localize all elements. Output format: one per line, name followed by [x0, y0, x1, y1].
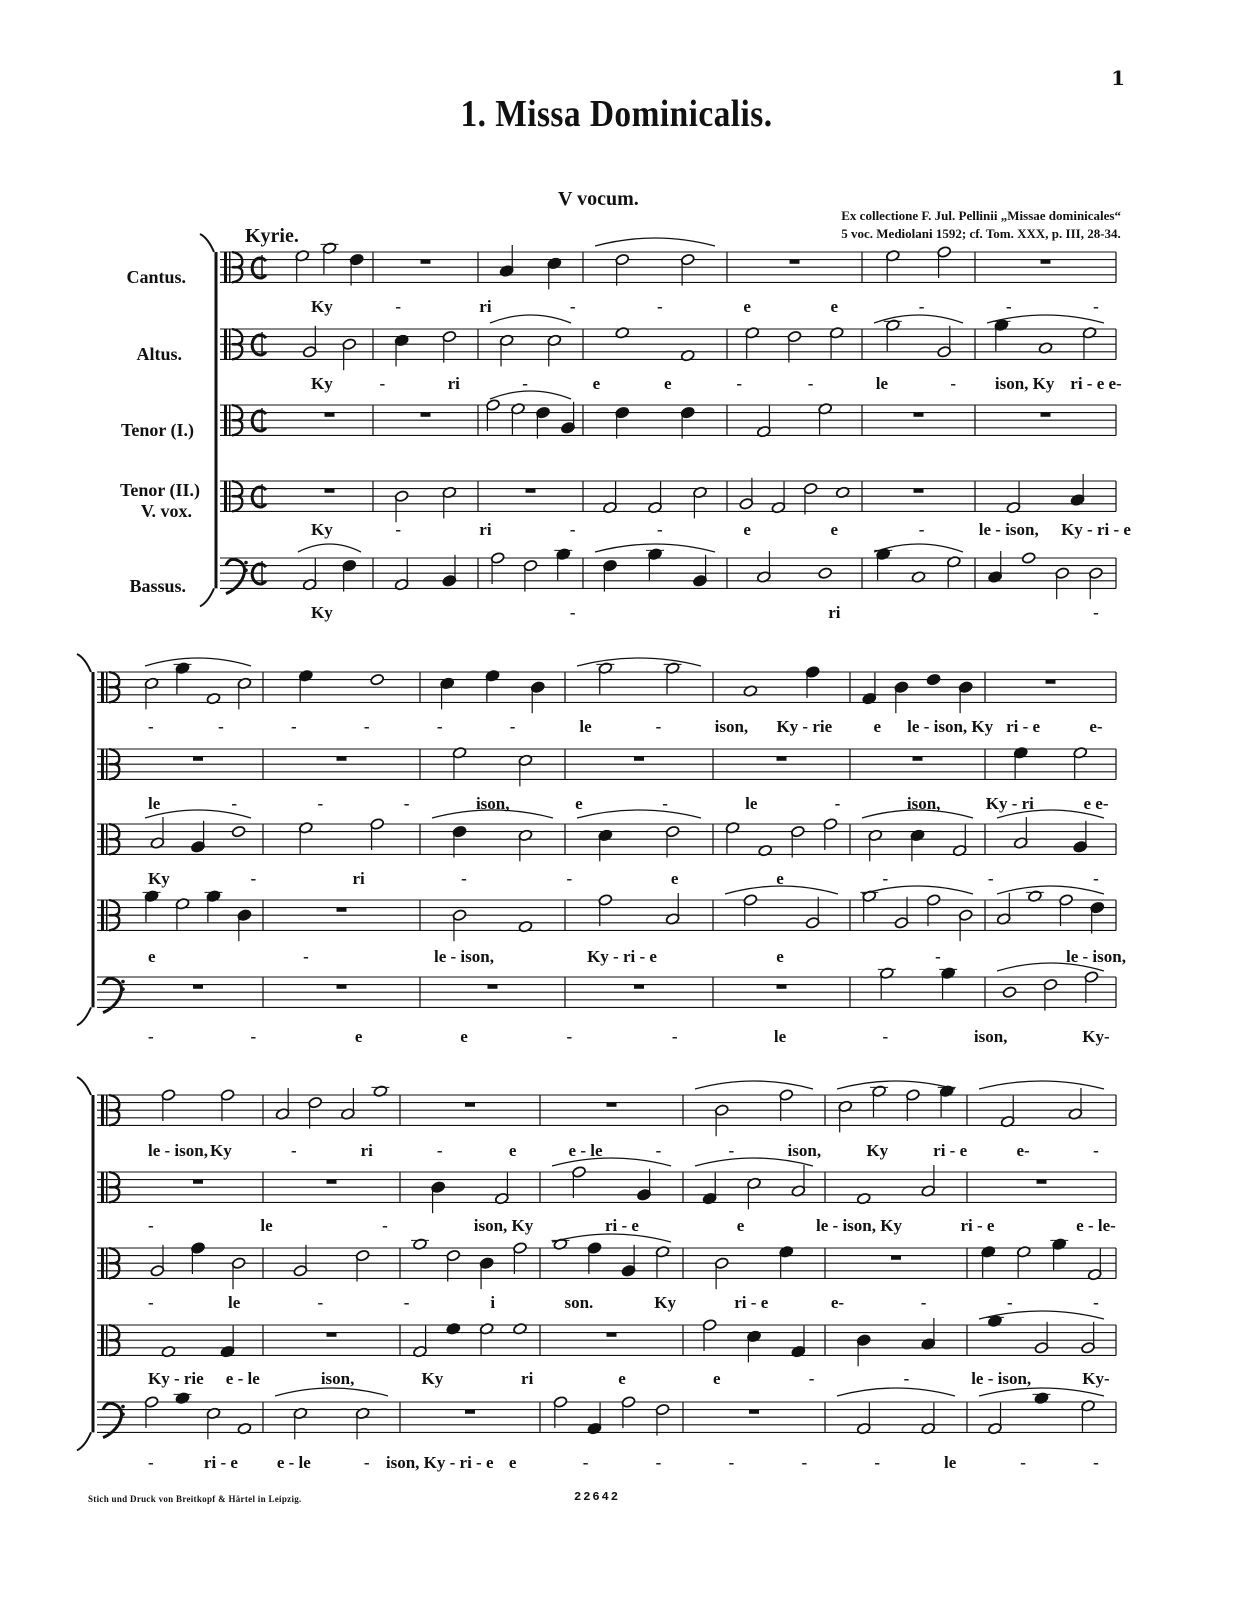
lyric-syllable: ison,	[714, 717, 749, 736]
lyric-syllable: -	[736, 374, 743, 393]
slur	[862, 886, 973, 894]
c-clef-icon	[224, 252, 227, 282]
lyric-syllable: le - ison, Ky	[907, 717, 994, 736]
lyric-syllable: e	[664, 374, 672, 393]
lyric-syllable: e	[508, 1453, 517, 1472]
bracket-bottom-hook	[77, 1007, 91, 1025]
lyric-syllable: -	[218, 717, 224, 736]
lyric-syllable: le - ison,	[1066, 947, 1126, 966]
f-clef-icon	[244, 561, 248, 565]
slur	[490, 315, 571, 323]
lyric-syllable: -	[657, 297, 663, 316]
lyric-syllable: -	[566, 1027, 573, 1046]
lyric-syllable: -	[317, 794, 324, 813]
whole-rest	[327, 1180, 337, 1184]
whole-rest	[337, 908, 347, 912]
lyric-syllable: -	[987, 869, 994, 888]
lyric-syllable: ison, Ky	[994, 374, 1055, 393]
lyric-syllable: -	[148, 717, 154, 736]
lyric-syllable: -	[566, 869, 573, 888]
voice-label-tenor-2: Tenor (II.)	[119, 480, 200, 500]
c-clef-icon	[109, 1095, 119, 1125]
lyric-syllable: le	[260, 1216, 273, 1235]
lyric-syllable: ri - e	[960, 1216, 995, 1235]
whole-rest	[607, 1103, 617, 1107]
note-head	[518, 920, 533, 933]
whole-rest	[1037, 1180, 1047, 1184]
lyric-syllable: -	[935, 947, 941, 966]
slur	[695, 1081, 813, 1089]
lyric-syllable: -	[436, 717, 443, 736]
whole-rest	[913, 757, 923, 761]
lyric-syllable: i	[490, 1293, 496, 1312]
lyric-syllable: Ky	[210, 1141, 232, 1160]
lyric-syllable: -	[882, 869, 889, 888]
c-clef-icon	[106, 900, 108, 930]
whole-rest	[421, 260, 431, 264]
slur	[577, 658, 701, 666]
bracket-top-hook	[200, 234, 214, 252]
lyric-syllable: -	[403, 1293, 410, 1312]
lyric-syllable: e	[743, 520, 751, 539]
lyric-syllable: Ky - rie	[148, 1369, 204, 1388]
whole-rest	[634, 985, 644, 989]
whole-rest	[488, 985, 498, 989]
whole-rest	[337, 985, 347, 989]
lyric-syllable: ison,	[906, 794, 941, 813]
lyric-syllable: -	[874, 1453, 881, 1472]
lyric-syllable: e	[830, 520, 839, 539]
slur	[595, 238, 715, 246]
whole-rest	[749, 1410, 759, 1414]
engraver-imprint: Stich und Druck von Breitkopf & Härtel in Leipzig.	[88, 1494, 302, 1504]
section-label: Kyrie.	[245, 225, 299, 247]
slur	[837, 1388, 955, 1396]
lyric-syllable: -	[728, 1141, 735, 1160]
lyric-syllable: ri	[360, 1141, 373, 1160]
c-clef-icon	[229, 252, 231, 282]
slur	[490, 391, 571, 399]
voices-subtitle: V vocum.	[558, 188, 639, 210]
f-clef-icon	[121, 1405, 125, 1409]
c-clef-icon	[224, 329, 227, 359]
c-clef-icon	[109, 824, 119, 854]
note-head	[446, 1322, 461, 1335]
lyric-syllable: e-	[830, 1293, 845, 1312]
note-head	[743, 685, 758, 698]
lyric-syllable: -	[250, 1027, 257, 1046]
lyric-syllable: ison,	[973, 1027, 1008, 1046]
slur	[577, 810, 701, 818]
c-clef-icon	[101, 1248, 104, 1278]
lyric-syllable: e	[830, 297, 839, 316]
lyric-syllable: Ky	[866, 1141, 889, 1160]
source-note-line-1: Ex collectione F. Jul. Pellinii „Missae dominicales“	[841, 208, 1121, 223]
lyric-syllable: le	[745, 794, 758, 813]
whole-rest	[1046, 680, 1056, 684]
note-head	[615, 326, 630, 339]
plate-number: 22642	[574, 1490, 621, 1504]
lyric-syllable: -	[582, 1453, 589, 1472]
whole-rest	[465, 1410, 475, 1414]
lyric-syllable: -	[834, 794, 841, 813]
note-head	[1028, 890, 1043, 903]
c-clef-icon	[232, 252, 242, 282]
whole-rest	[526, 489, 536, 493]
note-head	[926, 673, 941, 686]
c-clef-icon	[101, 900, 104, 930]
c-clef-icon	[109, 672, 119, 702]
lyric-syllable: Ky	[311, 520, 333, 539]
lyric-syllable: -	[662, 794, 668, 813]
lyric-syllable: -	[655, 1453, 662, 1472]
whole-rest	[327, 1333, 337, 1337]
lyric-syllable: Ky	[654, 1293, 676, 1312]
lyric-syllable: -	[728, 1453, 735, 1472]
lyric-syllable: -	[903, 1369, 910, 1388]
lyric-syllable: -	[655, 1141, 662, 1160]
lyric-syllable: -	[291, 1141, 297, 1160]
lyric-syllable: -	[950, 374, 957, 393]
lyric-syllable: e - le	[568, 1141, 603, 1160]
c-clef-icon	[109, 749, 119, 779]
note-head	[1002, 986, 1017, 999]
voice-label-altus: Altus.	[136, 344, 182, 364]
page-number: 1	[1111, 66, 1125, 90]
lyric-syllable: -	[231, 794, 238, 813]
whole-rest	[1041, 260, 1051, 264]
lyric-syllable: Ky	[148, 869, 170, 888]
note-head	[231, 825, 246, 838]
lyric-syllable: -	[522, 374, 528, 393]
lyric-syllable: -	[395, 520, 402, 539]
whole-rest	[777, 985, 787, 989]
lyric-syllable: Ky	[311, 603, 333, 622]
lyric-syllable: e	[736, 1216, 745, 1235]
lyric-syllable: -	[363, 717, 370, 736]
slur	[837, 1081, 955, 1089]
c-clef-icon	[106, 672, 108, 702]
c-clef-icon	[106, 1095, 108, 1125]
c-clef-icon	[232, 329, 242, 359]
whole-rest	[325, 489, 335, 493]
lyric-syllable: -	[569, 603, 576, 622]
lyric-syllable: ri	[479, 520, 492, 539]
c-clef-icon	[101, 1172, 104, 1202]
bracket-top-hook	[77, 654, 91, 672]
lyric-syllable: ison,	[787, 1141, 822, 1160]
lyric-syllable: -	[509, 717, 516, 736]
lyric-syllable: e	[148, 947, 156, 966]
slur	[552, 1234, 671, 1242]
c-clef-icon	[101, 1095, 104, 1125]
lyric-syllable: e	[592, 374, 601, 393]
lyric-syllable: le	[773, 1027, 787, 1046]
lyric-syllable: Ky - rie	[776, 717, 833, 736]
lyric-syllable: le	[228, 1293, 241, 1312]
lyric-syllable: e	[776, 947, 784, 966]
lyric-syllable: -	[1093, 1453, 1099, 1472]
lyric-syllable: -	[569, 297, 576, 316]
note-head	[206, 692, 221, 705]
c-clef-icon	[229, 405, 231, 435]
lyric-syllable: -	[1093, 869, 1099, 888]
lyric-syllable: ri - e	[605, 1216, 639, 1235]
lyric-syllable: Ky-	[1082, 1027, 1110, 1046]
lyric-syllable: -	[148, 1453, 154, 1472]
c-clef-icon	[109, 1325, 119, 1355]
lyric-syllable: e	[670, 869, 679, 888]
whole-rest	[193, 757, 203, 761]
c-clef-icon	[224, 405, 227, 435]
lyric-syllable: le	[944, 1453, 957, 1472]
lyric-syllable: ri - e	[933, 1141, 968, 1160]
whole-rest	[777, 757, 787, 761]
lyric-syllable: e e-	[1083, 794, 1109, 813]
lyric-syllable: -	[395, 297, 402, 316]
bracket-top-hook	[77, 1077, 91, 1095]
note-head	[818, 567, 833, 580]
lyric-syllable: -	[403, 794, 410, 813]
whole-rest	[193, 1180, 203, 1184]
f-clef-icon	[121, 1412, 125, 1416]
lyric-syllable: le - ison,	[978, 520, 1039, 539]
lyric-syllable: Ky	[421, 1369, 444, 1388]
slur	[275, 1388, 388, 1396]
voice-label-bassus: Bassus.	[129, 576, 186, 596]
c-clef-icon	[101, 1325, 104, 1355]
lyric-syllable: ri	[479, 297, 492, 316]
lyric-syllable: e	[354, 1027, 363, 1046]
lyric-syllable: Ky - ri - e	[1061, 520, 1131, 539]
whole-rest	[465, 1103, 475, 1107]
lyric-syllable: le - ison, Ky	[816, 1216, 902, 1235]
c-clef-icon	[109, 900, 119, 930]
c-clef-icon	[106, 824, 108, 854]
lyric-syllable: ison,	[320, 1369, 355, 1388]
lyric-syllable: e - le	[276, 1453, 311, 1472]
lyric-syllable: e	[873, 717, 882, 736]
lyric-syllable: e - le	[225, 1369, 260, 1388]
page-title: 1. Missa Dominicalis.	[460, 93, 773, 135]
c-clef-icon	[106, 1248, 108, 1278]
slur	[145, 658, 251, 666]
lyric-syllable: ison, Ky - ri - e	[385, 1453, 494, 1472]
lyric-syllable: -	[250, 869, 257, 888]
lyric-syllable: -	[918, 520, 925, 539]
lyric-syllable: ison, Ky	[473, 1216, 534, 1235]
note-head	[161, 1345, 176, 1358]
lyric-syllable: -	[303, 947, 309, 966]
lyric-syllable: le	[579, 717, 592, 736]
c-clef-icon	[224, 481, 227, 511]
whole-rest	[607, 1333, 617, 1337]
bracket-bottom-hook	[200, 588, 214, 606]
lyric-syllable: -	[807, 374, 814, 393]
lyric-syllable: -	[808, 1369, 815, 1388]
lyric-syllable: ri	[352, 869, 365, 888]
voice-label-cantus: Cantus.	[126, 267, 186, 287]
lyric-syllable: e	[575, 794, 583, 813]
note-head	[1034, 1392, 1049, 1405]
lyric-syllable: -	[148, 1293, 154, 1312]
lyric-syllable: e	[508, 1141, 517, 1160]
bracket-bottom-hook	[77, 1432, 91, 1450]
lyric-syllable: -	[1093, 1141, 1099, 1160]
lyric-syllable: le	[875, 374, 889, 393]
note-head	[1021, 552, 1036, 565]
lyric-syllable: -	[1005, 297, 1012, 316]
lyric-syllable: -	[291, 717, 297, 736]
slur	[997, 886, 1104, 894]
source-note-line-2: 5 voc. Mediolani 1592; cf. Tom. XXX, p. III, 28-34.	[841, 226, 1121, 241]
lyric-syllable: e	[713, 1369, 721, 1388]
lyric-syllable: e - le-	[1076, 1216, 1116, 1235]
note-head	[175, 1392, 190, 1405]
slur	[979, 1081, 1104, 1089]
lyric-syllable: -	[1020, 1453, 1026, 1472]
note-head	[911, 571, 926, 584]
c-clef-icon	[101, 749, 104, 779]
lyric-syllable: -	[569, 520, 576, 539]
whole-rest	[790, 260, 800, 264]
note-head	[758, 844, 773, 857]
lyric-syllable: Ky - ri	[985, 794, 1034, 813]
c-clef-icon	[106, 1325, 108, 1355]
lyric-syllable: -	[1093, 603, 1099, 622]
lyric-syllable: -	[657, 520, 663, 539]
slur	[298, 544, 361, 552]
lyric-syllable: Ky-	[1082, 1369, 1110, 1388]
c-clef-icon	[106, 749, 108, 779]
voice-label-tenor-1: Tenor (I.)	[120, 420, 194, 440]
lyric-syllable: Ky - ri - e	[587, 947, 657, 966]
lyric-syllable: -	[148, 1216, 154, 1235]
note-head	[1038, 342, 1053, 355]
lyric-syllable: ri - e	[734, 1293, 769, 1312]
note-head	[513, 1322, 528, 1335]
lyric-syllable: ri - e	[1006, 717, 1041, 736]
lyric-syllable: -	[317, 1293, 324, 1312]
lyric-syllable: le - ison,	[971, 1369, 1032, 1388]
lyric-syllable: -	[148, 1027, 154, 1046]
lyric-syllable: -	[461, 869, 467, 888]
lyric-syllable: -	[436, 1141, 443, 1160]
note-head	[373, 1085, 388, 1098]
lyric-syllable: -	[382, 1216, 388, 1235]
f-clef-icon	[244, 568, 248, 572]
whole-rest	[914, 489, 924, 493]
lyric-syllable: ri - e e-	[1070, 374, 1122, 393]
lyric-syllable: e-	[1016, 1141, 1030, 1160]
note-head	[413, 1238, 428, 1251]
lyric-syllable: e	[618, 1369, 626, 1388]
lyric-syllable: -	[882, 1027, 889, 1046]
whole-rest	[1041, 413, 1051, 417]
whole-rest	[634, 757, 644, 761]
c-clef-icon	[109, 1172, 119, 1202]
whole-rest	[193, 985, 203, 989]
c-clef-icon	[106, 1172, 108, 1202]
c-clef-icon	[229, 329, 231, 359]
lyric-syllable: ison,	[475, 794, 510, 813]
lyric-syllable: le - ison,	[148, 1141, 208, 1160]
f-clef-icon	[121, 980, 125, 984]
c-clef-icon	[232, 481, 242, 511]
lyric-syllable: -	[1093, 297, 1099, 316]
lyric-syllable: -	[1006, 1293, 1013, 1312]
c-clef-icon	[229, 481, 231, 511]
whole-rest	[914, 413, 924, 417]
lyric-syllable: Ky	[311, 297, 333, 316]
lyric-syllable: e	[743, 297, 751, 316]
lyric-syllable: -	[671, 1027, 678, 1046]
note-head	[835, 486, 850, 499]
c-clef-icon	[101, 672, 104, 702]
lyric-syllable: ri	[447, 374, 460, 393]
lyric-syllable: le - ison,	[434, 947, 494, 966]
lyric-syllable: le	[148, 794, 161, 813]
whole-rest	[337, 757, 347, 761]
note-head	[680, 349, 695, 362]
lyric-syllable: son.	[564, 1293, 594, 1312]
lyric-syllable: Ky	[311, 374, 333, 393]
lyric-syllable: e	[776, 869, 784, 888]
note-head	[856, 1192, 871, 1205]
lyric-syllable: -	[363, 1453, 370, 1472]
c-clef-icon	[109, 1248, 119, 1278]
f-clef-icon	[121, 987, 125, 991]
lyric-syllable: ri - e	[203, 1453, 238, 1472]
note-head	[237, 1422, 252, 1435]
voice-label-tenor-2-sub: V. vox.	[140, 501, 192, 521]
lyric-syllable: -	[801, 1453, 808, 1472]
c-clef-icon	[101, 824, 104, 854]
lyric-syllable: -	[655, 717, 662, 736]
note-head	[370, 673, 385, 686]
lyric-syllable: ri	[521, 1369, 534, 1388]
whole-rest	[325, 413, 335, 417]
lyric-syllable: -	[920, 1293, 927, 1312]
lyric-syllable: -	[1093, 1293, 1099, 1312]
lyric-syllable: e-	[1089, 717, 1103, 736]
c-clef-icon	[232, 405, 242, 435]
lyric-syllable: ri	[828, 603, 841, 622]
whole-rest	[891, 1256, 901, 1260]
lyric-syllable: e	[460, 1027, 468, 1046]
whole-rest	[421, 413, 431, 417]
lyric-syllable: -	[918, 297, 925, 316]
lyric-syllable: -	[379, 374, 386, 393]
